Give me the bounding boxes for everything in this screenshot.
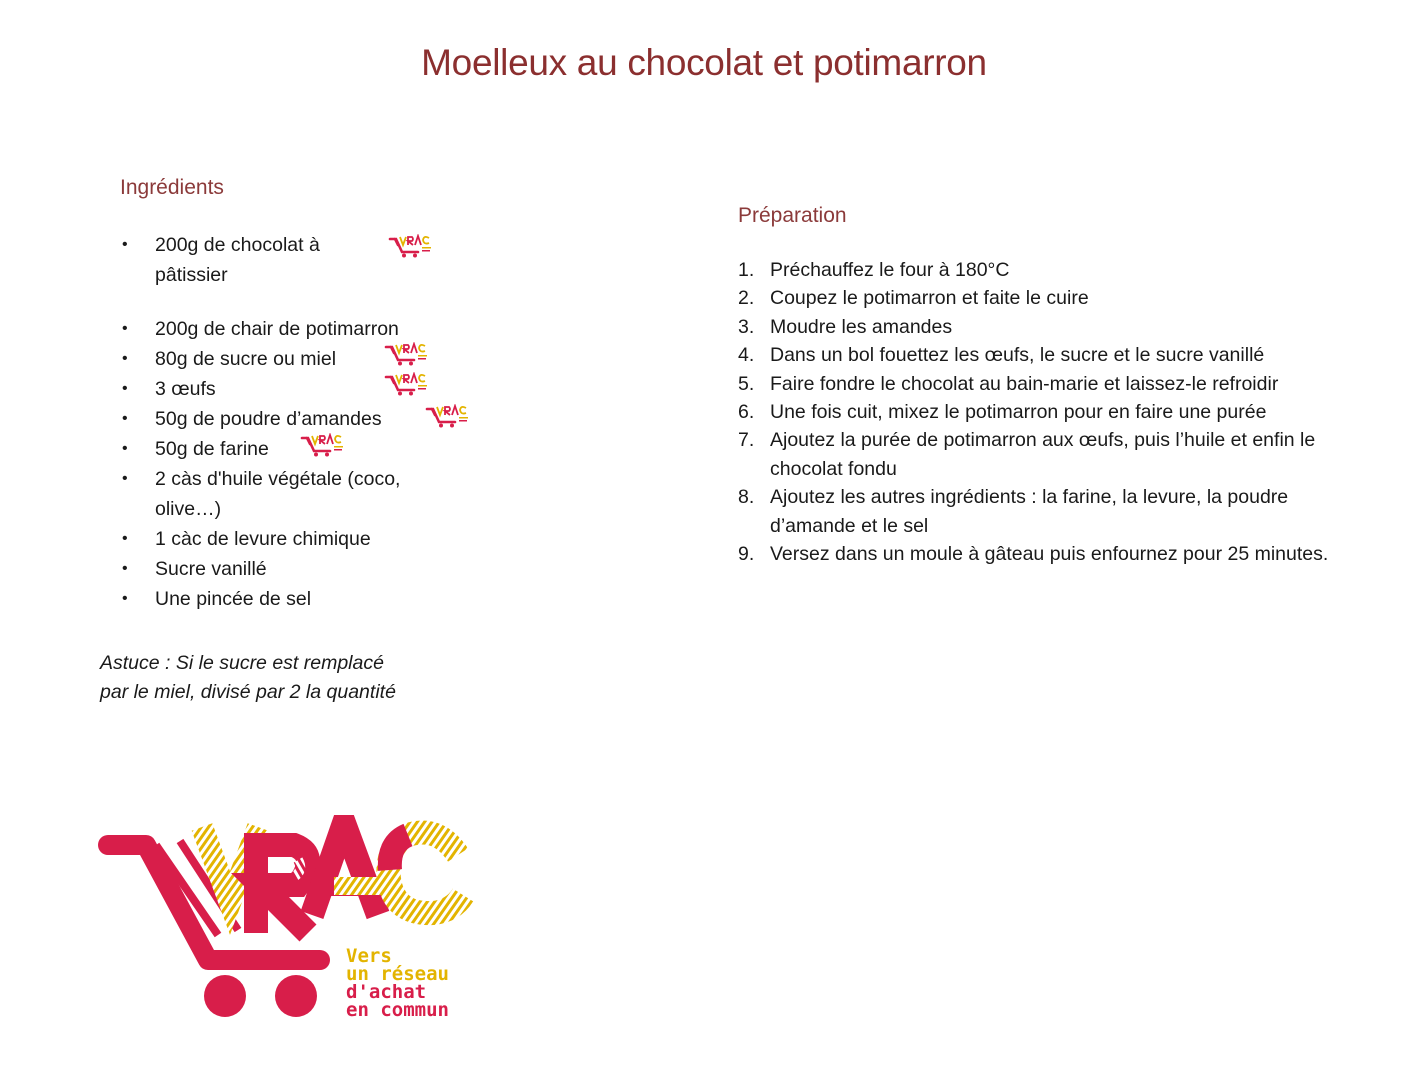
ingredient-text: Une pincée de sel: [155, 588, 312, 610]
bullet: •: [122, 410, 128, 427]
ingredient-text: 2 càs d'huile végétale (coco, olive…): [155, 468, 401, 520]
preparation-list: [738, 256, 1338, 568]
list-item: [738, 426, 1338, 483]
step-number: 9.: [738, 543, 755, 566]
ingredient-text: 50g de farine: [155, 438, 269, 460]
list-item: [738, 341, 1338, 369]
bullet: •: [122, 590, 128, 607]
ingredient-text: 50g de poudre d’amandes: [155, 408, 382, 430]
vrac-mini-logo-icon: [300, 433, 344, 457]
step-text: Une fois cuit, mixez le potimarron pour en faire une purée: [770, 401, 1267, 424]
step-number: 7.: [738, 429, 755, 452]
list-item: [120, 314, 500, 344]
logo-tagline-line: d'achat: [346, 981, 427, 1003]
tip-note: [100, 649, 440, 707]
ingredient-text: 1 càc de levure chimique: [155, 528, 371, 550]
bullet: •: [122, 440, 128, 457]
bullet: •: [122, 470, 128, 487]
step-number: 5.: [738, 372, 755, 395]
list-item: [738, 398, 1338, 426]
step-number: 3.: [738, 315, 755, 338]
logo-tagline-line: un réseau: [346, 963, 449, 985]
list-item: [120, 524, 500, 554]
vrac-mini-logo-icon: [388, 234, 432, 258]
step-text: Ajoutez les autres ingrédients : la farine, la levure, la poudre d’amande et le sel: [770, 486, 1289, 537]
step-text: Moudre les amandes: [770, 315, 953, 338]
list-item: [738, 540, 1338, 568]
bullet: •: [122, 236, 128, 253]
bullet: •: [122, 320, 128, 337]
step-text: Versez dans un moule à gâteau puis enfournez pour 25 minutes.: [770, 543, 1329, 566]
bullet: •: [122, 350, 128, 367]
step-text: Coupez le potimarron et faite le cuire: [770, 287, 1089, 310]
ingredient-text: Sucre vanillé: [155, 558, 267, 580]
step-number: 2.: [738, 287, 755, 310]
list-item: [120, 464, 500, 524]
step-text: Préchauffez le four à 180°C: [770, 259, 1010, 281]
bullet: •: [122, 380, 128, 397]
step-text: Dans un bol fouettez les œufs, le sucre et le sucre vanillé: [770, 344, 1265, 367]
vrac-mini-logo-icon: [425, 404, 469, 428]
ingredient-text: 200g de chair de potimarron: [155, 318, 399, 340]
list-item: [738, 284, 1338, 312]
list-item: [120, 434, 500, 464]
page-title: Moelleux au chocolat et potimarron: [421, 42, 987, 83]
step-number: 4.: [738, 344, 755, 367]
vrac-logo-icon: [98, 815, 478, 1025]
bullet: •: [122, 560, 128, 577]
list-item: [120, 374, 500, 404]
ingredients-heading: Ingrédients: [120, 176, 224, 199]
tip-line: par le miel, divisé par 2 la quantité: [100, 681, 396, 703]
step-number: 1.: [738, 259, 755, 281]
vrac-mini-logo-icon: [384, 342, 428, 366]
step-text: Ajoutez la purée de potimarron aux œufs, puis l’huile et enfin le chocolat fondu: [770, 429, 1316, 480]
list-item: [738, 313, 1338, 341]
step-number: 6.: [738, 401, 755, 424]
logo-tagline-line: en commun: [346, 999, 449, 1021]
step-text: Faire fondre le chocolat au bain-marie et laissez-le refroidir: [770, 372, 1279, 395]
preparation-heading: Préparation: [738, 204, 847, 227]
list-item: [120, 584, 500, 614]
ingredient-text: 200g de chocolat à pâtissier: [155, 234, 320, 286]
step-number: 8.: [738, 486, 755, 509]
list-item: [120, 554, 500, 584]
list-item: [738, 483, 1338, 540]
list-item: [120, 230, 500, 290]
tip-line: Astuce : Si le sucre est remplacé: [100, 652, 384, 674]
list-item: [738, 370, 1338, 398]
bullet: •: [122, 530, 128, 547]
ingredient-text: 80g de sucre ou miel: [155, 348, 337, 370]
vrac-mini-logo-icon: [384, 372, 428, 396]
list-item: [120, 404, 500, 434]
ingredient-text: 3 œufs: [155, 378, 216, 400]
logo-tagline-line: Vers: [346, 945, 392, 967]
list-item: [738, 256, 1338, 284]
list-item: [120, 344, 500, 374]
ingredients-list: [120, 230, 500, 614]
